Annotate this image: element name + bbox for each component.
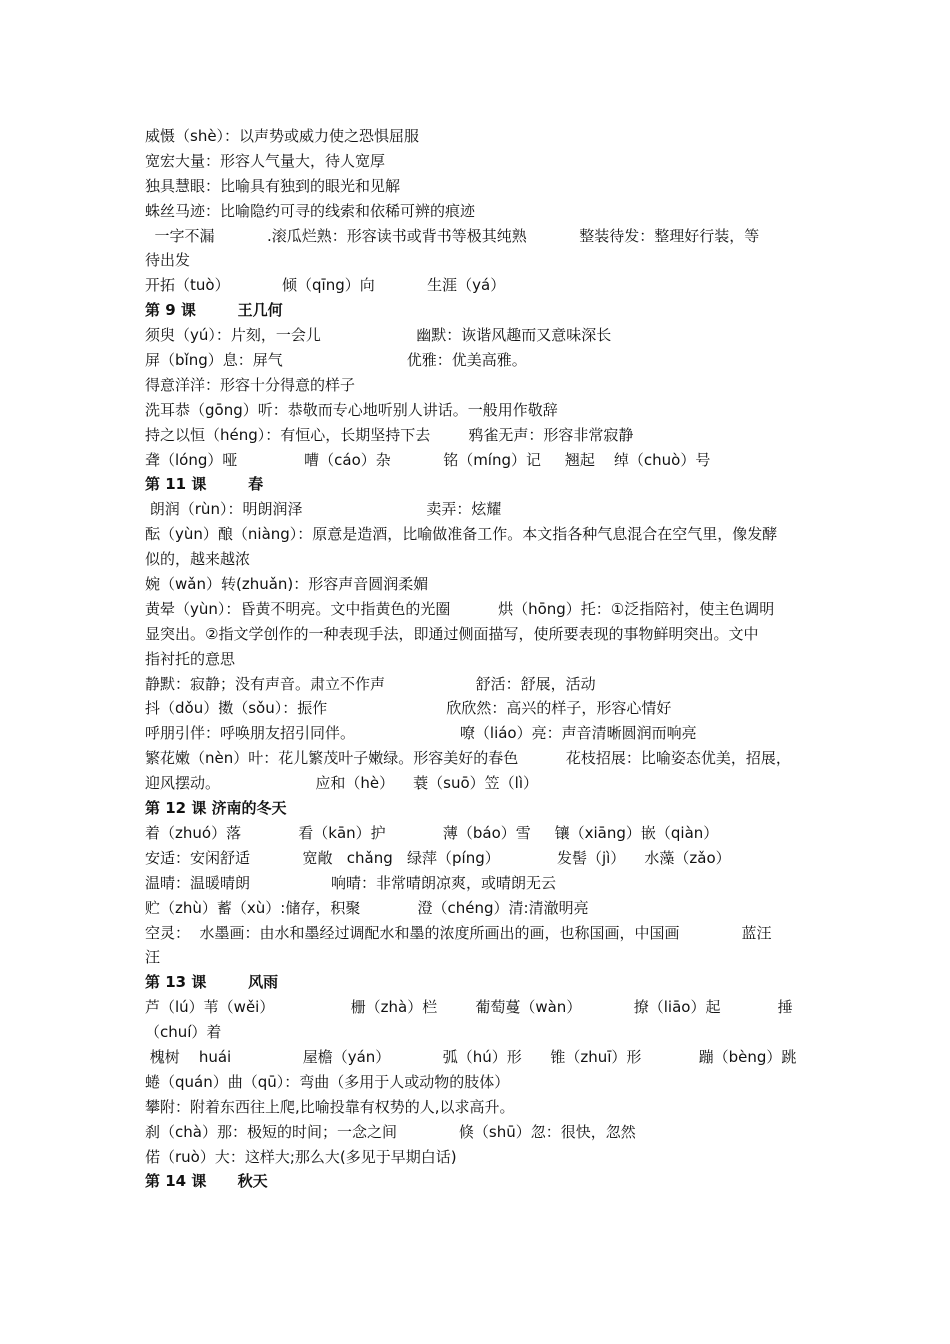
text-line: 持之以恒（héng）：有恒心，长期坚持下去 鸦雀无声：形容非常寂静 xyxy=(145,425,634,444)
text-line: 呼朋引伴：呼唤朋友招引同伴。 嘹（liáo）亮：声音清晰圆润而响亮 xyxy=(145,724,697,743)
text-line: 指衬托的意思 xyxy=(145,649,236,668)
text-line: 开拓（tuò） 倾（qīng）向 生涯（yá） xyxy=(145,276,506,295)
text-line: 刹（chà）那：极短的时间；一念之间 倏（shū）忽：很快，忽然 xyxy=(145,1122,636,1141)
text-line: 洗耳恭（gōng）听：恭敬而专心地听别人讲话。一般用作敬辞 xyxy=(145,400,558,419)
text-line: 显突出。②指文学创作的一种表现手法，即通过侧面描写，使所要表现的事物鲜明突出。文中 xyxy=(145,624,759,643)
text-line: 得意洋洋：形容十分得意的样子 xyxy=(145,375,356,394)
text-line: 聋（lóng）哑 嘈（cáo）杂 铭（míng）记 翘起 绰（chuò）号 xyxy=(145,450,711,469)
text-line: 朗润（rùn）：明朗润泽 卖弄：炫耀 xyxy=(145,500,502,519)
text-line: 待出发 xyxy=(145,251,191,270)
text-line: 静默：寂静；没有声音。肃立不作声 舒活：舒展，活动 xyxy=(145,674,596,693)
text-line: 似的，越来越浓 xyxy=(145,550,251,569)
text-line: 偌（ruò）大：这样大;那么大(多见于早期白话) xyxy=(145,1147,457,1166)
text-line: 抖（dǒu）擞（sǒu）：振作 欣欣然：高兴的样子，形容心情好 xyxy=(145,699,672,718)
text-line: 贮（zhù）蓄（xù）:储存，积聚 澄（chéng）清:清澈明亮 xyxy=(145,898,589,917)
text-line: 独具慧眼：比喻具有独到的眼光和见解 xyxy=(145,176,401,195)
text-line: 黄晕（yùn）：昏黄不明亮。文中指黄色的光圈 烘（hōng）托：①泛指陪衬，使主色调明 xyxy=(145,599,775,618)
text-line: 酝（yùn）酿（niàng）：原意是造酒，比喻做准备工作。本文指各种气息混合在空气里，像发酵 xyxy=(145,525,778,544)
text-line: 繁花嫩（nèn）叶：花儿繁茂叶子嫩绿。形容美好的春色 花枝招展：比喻姿态优美，招展， xyxy=(145,749,791,768)
lesson-heading: 第 9 课 王几何 xyxy=(145,301,283,320)
text-line: 芦（lú）苇（wěi） 栅（zhà）栏 葡萄蔓（wàn） 撩（liāo）起 捶 xyxy=(145,998,793,1017)
text-line: 屏（bǐng）息：屏气 优雅：优美高雅。 xyxy=(145,351,527,370)
lesson-heading: 第 11 课 春 xyxy=(145,475,264,494)
text-line: 安适：安闲舒适 宽敞 chǎng 绿萍（píng） 发髻（jì） 水藻（zǎo） xyxy=(145,848,731,867)
text-line: 攀附：附着东西往上爬,比喻投靠有权势的人,以求高升。 xyxy=(145,1097,515,1116)
text-line: 着（zhuó）落 看（kān）护 薄（báo）雪 镶（xiāng）嵌（qiàn） xyxy=(145,823,719,842)
text-line: （chuí）着 xyxy=(145,1023,222,1042)
text-line: 一字不漏 .滚瓜烂熟：形容读书或背书等极其纯熟 整装待发：整理好行装，等 xyxy=(145,226,760,245)
lesson-heading: 第 12 课 济南的冬天 xyxy=(145,799,287,818)
text-line: 威慑（shè）：以声势或威力使之恐惧屈服 xyxy=(145,127,420,145)
text-line: 蛛丝马迹：比喻隐约可寻的线索和依稀可辨的痕迹 xyxy=(145,201,476,220)
text-line: 宽宏大量：形容人气量大，待人宽厚 xyxy=(145,151,386,170)
text-line: 婉（wǎn）转(zhuǎn)：形容声音圆润柔媚 xyxy=(145,575,429,594)
text-line: 须臾（yú）：片刻，一会儿 幽默：诙谐风趣而又意味深长 xyxy=(145,326,612,345)
text-line: 蜷（quán）曲（qū）：弯曲（多用于人或动物的肢体） xyxy=(145,1072,510,1091)
text-line: 温晴：温暖晴朗 响晴：非常晴朗凉爽，或晴朗无云 xyxy=(145,873,557,892)
text-line: 空灵： 水墨画：由水和墨经过调配水和墨的浓度所画出的画，也称国画，中国画 蓝汪 xyxy=(145,923,772,942)
lesson-heading: 第 14 课 秋天 xyxy=(145,1172,268,1191)
lesson-heading: 第 13 课 风雨 xyxy=(145,973,279,992)
text-line: 汪 xyxy=(145,948,161,967)
document-page xyxy=(145,124,820,1194)
text-line: 迎风摆动。 应和（hè） 蓑（suō）笠（lì） xyxy=(145,774,539,793)
text-line: 槐树 huái 屋檐（yán） 弧（hú）形 锥（zhuī）形 蹦（bèng）跳 xyxy=(145,1047,797,1066)
